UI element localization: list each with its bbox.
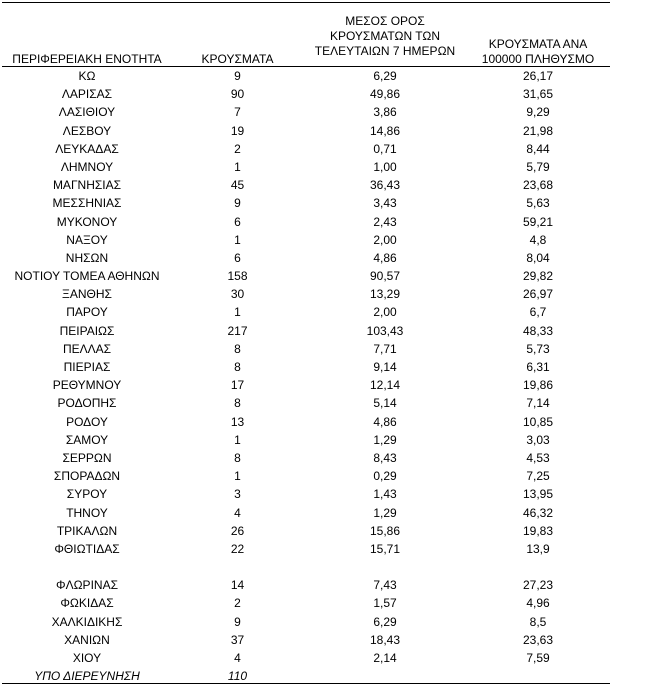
cell-avg: 90,57	[369, 269, 401, 284]
cell-cases: 1	[234, 305, 241, 320]
cell-cases: 4	[234, 505, 241, 520]
cell-cases: 217	[227, 323, 248, 338]
cell-cases: 9	[234, 69, 241, 83]
cell-avg: 4,86	[373, 414, 397, 429]
table-row	[0, 649, 650, 667]
cell-per100k: 4,53	[526, 450, 550, 465]
cell-cases: 2	[234, 596, 241, 611]
cell-avg: 0,71	[373, 141, 397, 156]
cell-cases: 26	[230, 523, 245, 538]
cell-per100k: 48,33	[522, 323, 554, 338]
cell-cases: 45	[230, 178, 245, 193]
cell-per100k: 5,79	[526, 159, 550, 174]
cell-per100k: 23,63	[522, 632, 554, 647]
table-row	[0, 322, 650, 340]
cell-region: ΞΑΝΘΗΣ	[62, 287, 112, 302]
cell-region: ΝΗΣΩΝ	[65, 250, 109, 265]
cell-cases: 2	[234, 141, 241, 156]
cell-per100k: 31,65	[522, 87, 554, 102]
cell-cases: 1	[234, 432, 241, 447]
cell-region: ΜΑΓΝΗΣΙΑΣ	[52, 178, 122, 193]
cell-avg: 0,29	[373, 469, 397, 484]
cell-region: ΠΕΙΡΑΙΩΣ	[59, 323, 115, 338]
cell-per100k: 7,59	[526, 651, 550, 665]
cell-cases: 13	[230, 414, 245, 429]
bottom-rule	[2, 683, 610, 684]
cell-region: ΦΛΩΡΙΝΑΣ	[56, 578, 118, 593]
table-row	[0, 158, 650, 176]
table-row	[0, 540, 650, 558]
cell-cases: 9	[234, 196, 241, 211]
header-region: ΠΕΡΙΦΕΡΕΙΑΚΗ ΕΝΟΤΗΤΑ	[12, 52, 162, 66]
cell-avg: 14,86	[369, 123, 401, 138]
cell-region: ΦΘΙΩΤΙΔΑΣ	[54, 541, 120, 556]
cell-region: ΝΑΞΟΥ	[66, 232, 108, 247]
table-header	[0, 10, 650, 66]
cell-per100k: 27,23	[522, 578, 554, 593]
cell-per100k: 26,97	[522, 287, 554, 302]
cell-cases: 8	[234, 360, 241, 374]
cell-region: ΧΑΝΙΩΝ	[64, 632, 110, 647]
cell-cases: 3	[234, 487, 241, 502]
table-row	[0, 594, 650, 612]
cell-per100k: 3,03	[526, 432, 550, 447]
cell-cases: 22	[230, 541, 245, 556]
cell-avg: 6,29	[373, 614, 397, 629]
cell-avg: 3,43	[373, 196, 397, 211]
cell-region: ΜΕΣΣΗΝΙΑΣ	[52, 196, 122, 211]
cell-region: ΠΙΕΡΙΑΣ	[63, 360, 111, 374]
cell-avg: 1,29	[373, 505, 397, 520]
cell-cases: 7	[234, 105, 241, 120]
table-row	[0, 413, 650, 431]
table-row	[0, 267, 650, 285]
cell-cases: 90	[230, 87, 245, 102]
table-row	[0, 376, 650, 394]
cell-cases: 9	[234, 614, 241, 629]
cell-avg: 2,00	[373, 305, 397, 320]
header-cases: ΚΡΟΥΣΜΑΤΑ	[201, 52, 274, 66]
cell-avg: 1,29	[373, 432, 397, 447]
table-row	[0, 485, 650, 503]
cell-avg: 9,14	[373, 360, 397, 374]
table-row	[0, 85, 650, 103]
cell-avg: 12,14	[369, 378, 401, 393]
cell-cases: 14	[230, 578, 245, 593]
cell-per100k: 6,31	[526, 360, 550, 374]
table-row	[0, 67, 650, 85]
cell-avg: 2,00	[373, 232, 397, 247]
cell-avg: 1,43	[373, 487, 397, 502]
cell-avg: 15,86	[369, 523, 401, 538]
cell-region: ΛΗΜΝΟΥ	[60, 159, 114, 174]
table-row	[0, 358, 650, 376]
cell-per100k: 29,82	[522, 269, 554, 284]
cell-per100k: 8,44	[526, 141, 550, 156]
cell-cases: 8	[234, 396, 241, 411]
cell-region: ΛΕΥΚΑΔΑΣ	[55, 141, 119, 156]
cell-cases: 6	[234, 250, 241, 265]
cell-avg: 5,14	[373, 396, 397, 411]
header-per-100k	[468, 37, 608, 67]
top-rule	[2, 2, 610, 3]
cell-avg: 7,71	[373, 341, 397, 356]
cell-avg: 13,29	[369, 287, 401, 302]
cell-region: ΣΑΜΟΥ	[65, 432, 109, 447]
cell-per100k: 5,73	[526, 341, 550, 356]
table-row	[0, 176, 650, 194]
cell-per100k: 10,85	[522, 414, 554, 429]
table-row	[0, 249, 650, 267]
cell-per100k: 7,14	[526, 396, 550, 411]
cell-per100k: 46,32	[522, 505, 554, 520]
cell-per100k: 23,68	[522, 178, 554, 193]
header-per100k-line-1: ΚΡΟΥΣΜΑΤΑ ΑΝΑ	[488, 37, 588, 51]
cell-avg: 6,29	[373, 69, 397, 83]
table-row	[0, 558, 650, 576]
cell-region: ΧΙΟΥ	[72, 651, 102, 665]
cell-region: ΜΥΚΟΝΟΥ	[56, 214, 118, 229]
cell-cases: 37	[230, 632, 245, 647]
cell-region: ΠΑΡΟΥ	[66, 305, 108, 320]
cell-per100k: 59,21	[522, 214, 554, 229]
cell-region: ΣΠΟΡΑΔΩΝ	[53, 469, 121, 484]
cell-cases: 1	[234, 159, 241, 174]
cell-per100k: 5,63	[526, 196, 550, 211]
cell-per100k: 21,98	[522, 123, 554, 138]
header-avg-line-1: ΜΕΣΟΣ ΟΡΟΣ	[345, 14, 425, 28]
cell-avg: 103,43	[366, 323, 404, 338]
table-row	[0, 231, 650, 249]
cell-avg: 15,71	[369, 541, 401, 556]
cell-avg: 2,14	[373, 651, 397, 665]
cell-per100k: 8,04	[526, 250, 550, 265]
table-row	[0, 194, 650, 212]
header-avg-7-days	[310, 14, 460, 59]
header-per100k-line-2: 100000 ΠΛΗΘΥΣΜΟ	[481, 52, 595, 66]
cell-region: ΤΗΝΟΥ	[66, 505, 108, 520]
cell-region: ΠΕΛΛΑΣ	[62, 341, 112, 356]
table-row	[0, 103, 650, 121]
table-row	[0, 613, 650, 631]
cell-cases: 19	[230, 123, 245, 138]
header-avg-line-2: ΚΡΟΥΣΜΑΤΩΝ ΤΩΝ	[329, 29, 441, 43]
cell-avg: 3,86	[373, 105, 397, 120]
cell-region: ΛΑΡΙΣΑΣ	[61, 87, 113, 102]
cell-per100k: 6,7	[529, 305, 547, 320]
table-row	[0, 303, 650, 321]
cell-region: ΡΟΔΟΥ	[66, 414, 108, 429]
table-row	[0, 340, 650, 358]
table-row	[0, 522, 650, 540]
cell-avg: 49,86	[369, 87, 401, 102]
cell-region: ΡΕΘΥΜΝΟΥ	[52, 378, 122, 393]
cell-per100k: 8,5	[529, 614, 547, 629]
table-row	[0, 122, 650, 140]
cell-region: ΛΕΣΒΟΥ	[62, 123, 112, 138]
table-row	[0, 431, 650, 449]
cell-per100k: 19,83	[522, 523, 554, 538]
cell-region: ΤΡΙΚΑΛΩΝ	[56, 523, 118, 538]
cell-avg: 2,43	[373, 214, 397, 229]
cell-region: ΚΩ	[78, 69, 96, 83]
table-row	[0, 631, 650, 649]
table-row	[0, 504, 650, 522]
cell-cases: 8	[234, 450, 241, 465]
cell-region: ΛΑΣΙΘΙΟΥ	[58, 105, 116, 120]
table-row	[0, 140, 650, 158]
cell-cases: 158	[227, 269, 248, 284]
cell-avg: 18,43	[369, 632, 401, 647]
cell-avg: 36,43	[369, 178, 401, 193]
table-row	[0, 576, 650, 594]
cell-cases: 17	[230, 378, 245, 393]
cell-region: ΦΩΚΙΔΑΣ	[60, 596, 114, 611]
cell-cases: 1	[234, 232, 241, 247]
cell-avg: 7,43	[373, 578, 397, 593]
cell-per100k: 13,95	[522, 487, 554, 502]
cell-per100k: 13,9	[526, 541, 550, 556]
cell-per100k: 19,86	[522, 378, 554, 393]
cell-per100k: 26,17	[522, 69, 554, 83]
table-row	[0, 449, 650, 467]
cell-region: ΣΥΡΟΥ	[66, 487, 108, 502]
cell-cases: 30	[230, 287, 245, 302]
cell-region: ΡΟΔΟΠΗΣ	[57, 396, 117, 411]
table-row	[0, 467, 650, 485]
cell-avg: 8,43	[373, 450, 397, 465]
cell-cases: 6	[234, 214, 241, 229]
header-avg-line-3: ΤΕΛΕΥΤΑΙΩΝ 7 ΗΜΕΡΩΝ	[314, 44, 456, 58]
footer-cases: 110	[227, 669, 248, 684]
table-row	[0, 394, 650, 412]
cell-region: ΧΑΛΚΙΔΙΚΗΣ	[51, 614, 123, 629]
cell-per100k: 9,29	[526, 105, 550, 120]
cell-per100k: 4,96	[526, 596, 550, 611]
cell-cases: 4	[234, 651, 241, 665]
table-row	[0, 285, 650, 303]
cell-avg: 1,57	[373, 596, 397, 611]
cell-avg: 4,86	[373, 250, 397, 265]
cell-per100k: 7,25	[526, 469, 550, 484]
footer-region: ΥΠΟ ΔΙΕΡΕΥΝΗΣΗ	[34, 669, 140, 684]
cell-cases: 1	[234, 469, 241, 484]
cell-avg: 1,00	[373, 159, 397, 174]
cell-cases: 8	[234, 341, 241, 356]
table-row	[0, 213, 650, 231]
cell-region: ΣΕΡΡΩΝ	[62, 450, 112, 465]
cell-region: ΝΟΤΙΟΥ ΤΟΜΕΑ ΑΘΗΝΩΝ	[14, 269, 160, 284]
cell-per100k: 4,8	[529, 232, 547, 247]
table-body	[0, 67, 650, 685]
